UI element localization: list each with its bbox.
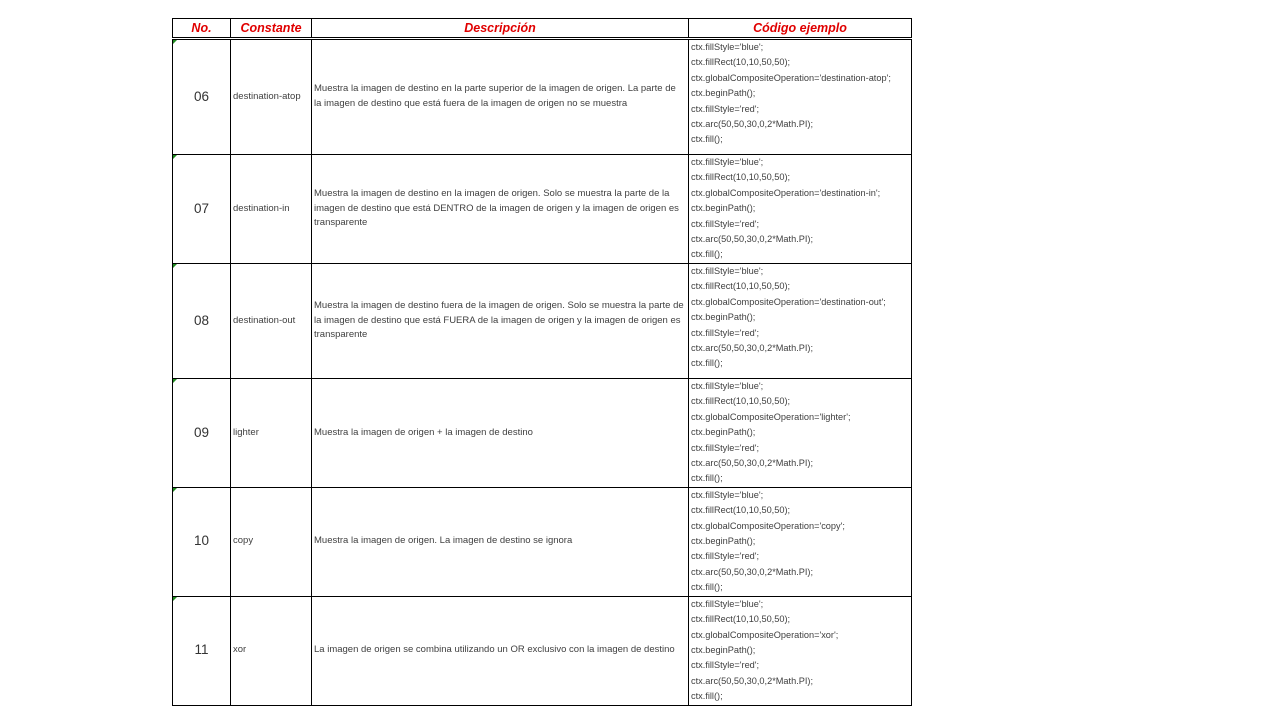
comment-marker-icon (173, 40, 177, 44)
comment-marker-icon (173, 155, 177, 159)
code-line: ctx.beginPath(); (691, 427, 756, 438)
code-line: ctx.beginPath(); (691, 88, 756, 99)
row-number: 06 (193, 88, 210, 104)
code-line: ctx.beginPath(); (691, 203, 756, 214)
code-line: ctx.fillStyle='blue'; (691, 42, 764, 52)
header-constante: Constante (231, 19, 312, 39)
code-line: ctx.globalCompositeOperation='copy'; (691, 520, 845, 531)
comment-marker-icon (173, 264, 177, 268)
code-line: ctx.fillRect(10,10,50,50); (691, 57, 791, 68)
comment-marker-icon (173, 597, 177, 601)
constant-cell: copy (231, 487, 312, 596)
code-cell (689, 379, 912, 488)
row-number: 11 (194, 642, 209, 658)
row-number-cell (173, 39, 231, 155)
constant-cell: destination-in (231, 155, 312, 264)
code-line: ctx.fillStyle='blue'; (691, 381, 764, 391)
row-number: 07 (193, 200, 210, 216)
code-line: ctx.fillRect(10,10,50,50); (691, 172, 791, 183)
row-number-cell (173, 379, 231, 488)
constant-cell: destination-atop (231, 39, 312, 155)
table-row (173, 155, 912, 264)
code-line: ctx.fill(); (691, 473, 723, 484)
constant-cell: destination-out (231, 264, 312, 379)
description-cell: Muestra la imagen de origen. La imagen de destino se ignora (312, 487, 689, 596)
description-cell: Muestra la imagen de destino en la parte superior de la imagen de origen. La parte de la imagen de destino que está fuera de la imagen de origen no se muestra (312, 39, 689, 155)
code-line: ctx.fillStyle='red'; (691, 327, 760, 338)
table-header (173, 19, 912, 39)
code-line: ctx.arc(50,50,30,0,2*Math.PI); (691, 234, 814, 245)
row-number: 09 (193, 424, 210, 440)
header-no: No. (173, 19, 231, 39)
comment-marker-icon (173, 488, 177, 492)
code-line: ctx.fill(); (691, 582, 723, 593)
row-number-cell (173, 487, 231, 596)
header-row (173, 19, 912, 39)
code-line: ctx.fillStyle='blue'; (691, 157, 764, 167)
code-line: ctx.fillRect(10,10,50,50); (691, 281, 791, 292)
code-line: ctx.arc(50,50,30,0,2*Math.PI); (691, 566, 814, 577)
code-line: ctx.fillStyle='red'; (691, 442, 760, 453)
description-cell: Muestra la imagen de destino fuera de la imagen de origen. Solo se muestra la parte de la imagen de destino que está FUERA de la imagen de origen y la imagen de origen es transparente (312, 264, 689, 379)
code-line: ctx.arc(50,50,30,0,2*Math.PI); (691, 343, 814, 354)
code-cell (689, 39, 912, 155)
code-cell (689, 487, 912, 596)
code-line: ctx.beginPath(); (691, 312, 756, 323)
table-row (173, 39, 912, 155)
code-line: ctx.fillStyle='blue'; (691, 598, 764, 609)
code-line: ctx.arc(50,50,30,0,2*Math.PI); (691, 458, 814, 469)
code-line: ctx.fill(); (691, 249, 723, 260)
code-cell (689, 155, 912, 264)
code-line: ctx.fill(); (691, 358, 723, 369)
code-line: ctx.fillRect(10,10,50,50); (691, 396, 791, 407)
code-line: ctx.globalCompositeOperation='destination-atop'; (691, 72, 891, 83)
code-line: ctx.fillStyle='red'; (691, 660, 760, 671)
header-codigo-ejemplo: Código ejemplo (689, 19, 912, 39)
header-descripcion: Descripción (312, 19, 689, 39)
code-line: ctx.globalCompositeOperation='destination-in'; (691, 187, 881, 198)
code-line: ctx.arc(50,50,30,0,2*Math.PI); (691, 675, 814, 686)
table-row (173, 596, 912, 705)
code-line: ctx.fill(); (691, 691, 723, 702)
composite-operations-table (172, 18, 912, 706)
code-cell (689, 264, 912, 379)
code-line: ctx.globalCompositeOperation='xor'; (691, 629, 839, 640)
row-number-cell (173, 155, 231, 264)
code-line: ctx.globalCompositeOperation='lighter'; (691, 411, 851, 422)
description-cell: Muestra la imagen de destino en la imagen de origen. Solo se muestra la parte de la imagen de destino que está DENTRO de la imagen de origen y la imagen de origen es transparente (312, 155, 689, 264)
description-cell: La imagen de origen se combina utilizando un OR exclusivo con la imagen de destino (312, 596, 689, 705)
table-row (173, 379, 912, 488)
table-row (173, 487, 912, 596)
table-body (173, 39, 912, 706)
constant-cell: lighter (231, 379, 312, 488)
code-line: ctx.arc(50,50,30,0,2*Math.PI); (691, 119, 814, 130)
code-line: ctx.fillStyle='red'; (691, 218, 760, 229)
code-line: ctx.fillStyle='blue'; (691, 489, 764, 500)
row-number-cell (173, 596, 231, 705)
row-number-cell (173, 264, 231, 379)
table-row (173, 264, 912, 379)
code-line: ctx.fillStyle='red'; (691, 103, 760, 114)
row-number: 10 (193, 533, 210, 549)
row-number: 08 (193, 312, 210, 328)
code-line: ctx.fillRect(10,10,50,50); (691, 505, 791, 516)
code-line: ctx.fillStyle='red'; (691, 551, 760, 562)
description-cell: Muestra la imagen de origen + la imagen de destino (312, 379, 689, 488)
code-cell (689, 596, 912, 705)
code-line: ctx.globalCompositeOperation='destination-out'; (691, 296, 886, 307)
code-line: ctx.beginPath(); (691, 644, 756, 655)
code-line: ctx.beginPath(); (691, 536, 756, 547)
code-line: ctx.fillStyle='blue'; (691, 266, 764, 276)
comment-marker-icon (173, 379, 177, 383)
code-line: ctx.fillRect(10,10,50,50); (691, 614, 791, 625)
composite-operations-table-container (172, 18, 911, 706)
code-line: ctx.fill(); (691, 134, 723, 145)
constant-cell: xor (231, 596, 312, 705)
